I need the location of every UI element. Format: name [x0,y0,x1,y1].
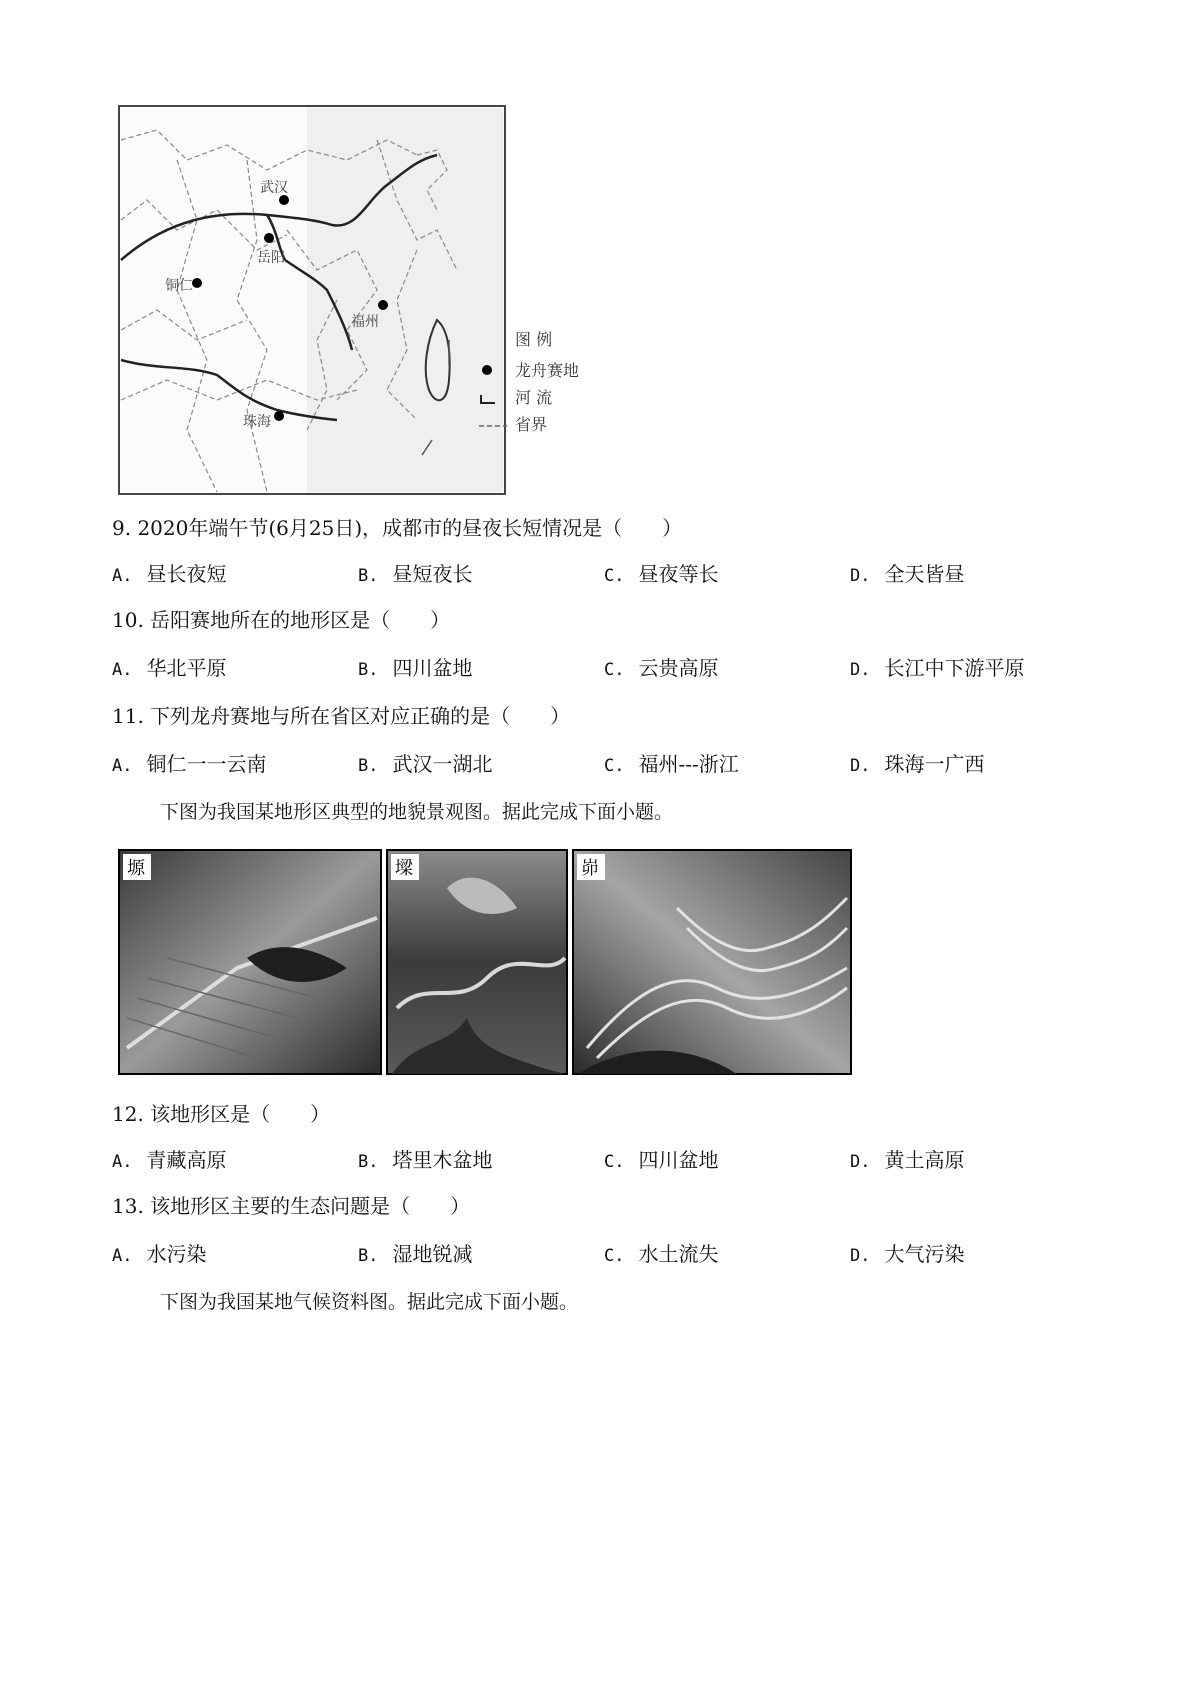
photo-yuan [119,850,381,1074]
q13-option-a[interactable]: A. 水污染 [112,1242,207,1266]
question-12-stem: 12. 该地形区是（ ） [112,1102,331,1126]
q9-option-d[interactable]: D. 全天皆昼 [850,562,965,586]
q10-option-a[interactable]: A. 华北平原 [112,656,227,680]
q9-option-a[interactable]: A. 昼长夜短 [112,562,227,586]
q11-option-c[interactable]: C. 福州---浙江 [604,752,739,776]
q11-option-b[interactable]: B. 武汉一湖北 [358,752,493,776]
city-label-tongren: 铜仁 [165,278,193,294]
legend-title: 图 例 [515,330,553,349]
q10-option-d[interactable]: D. 长江中下游平原 [850,656,1025,680]
q10-option-b[interactable]: B. 四川盆地 [358,656,473,680]
photo-label-yuan: 塬 [127,858,145,879]
photo-liang [387,850,567,1074]
city-label-wuhan: 武汉 [260,180,288,196]
q9-option-b[interactable]: B. 昼短夜长 [358,562,473,586]
landform-photos [117,848,853,1076]
city-label-fuzhou: 福州 [351,314,379,330]
question-9-stem: 9. 2020年端午节(6月25日)，成都市的昼夜长短情况是（ ） [112,516,683,540]
question-11-stem: 11. 下列龙舟赛地与所在省区对应正确的是（ ） [112,704,571,728]
q10-option-c[interactable]: C. 云贵高原 [604,656,719,680]
legend-item-border: 省界 [515,415,548,434]
q13-option-c[interactable]: C. 水土流失 [604,1242,719,1266]
q13-option-d[interactable]: D. 大气污染 [850,1242,965,1266]
question-10-stem: 10. 岳阳赛地所在的地形区是（ ） [112,608,451,632]
q9-option-c[interactable]: C. 昼夜等长 [604,562,719,586]
photo-label-mao: 峁 [581,858,599,879]
q11-option-d[interactable]: D. 珠海一广西 [850,752,985,776]
legend-item-site: 龙舟赛地 [515,361,580,380]
q11-option-a[interactable]: A. 铜仁一一云南 [112,752,267,776]
intro-landform-photos: 下图为我国某地形区典型的地貌景观图。据此完成下面小题。 [160,801,674,823]
q13-option-b[interactable]: B. 湿地锐减 [358,1242,473,1266]
question-13-stem: 13. 该地形区主要的生态问题是（ ） [112,1194,471,1218]
q12-option-b[interactable]: B. 塔里木盆地 [358,1148,493,1172]
city-label-zhuhai: 珠海 [243,414,271,430]
legend-item-river: 河 流 [515,388,553,407]
map-figure [117,100,627,500]
q12-option-c[interactable]: C. 四川盆地 [604,1148,719,1172]
photo-label-liang: 墚 [395,858,413,879]
q12-option-a[interactable]: A. 青藏高原 [112,1148,227,1172]
intro-climate-chart: 下图为我国某地气候资料图。据此完成下面小题。 [160,1291,579,1313]
city-label-yueyang: 岳阳 [257,250,285,266]
photo-mao [573,850,851,1074]
q12-option-d[interactable]: D. 黄土高原 [850,1148,965,1172]
